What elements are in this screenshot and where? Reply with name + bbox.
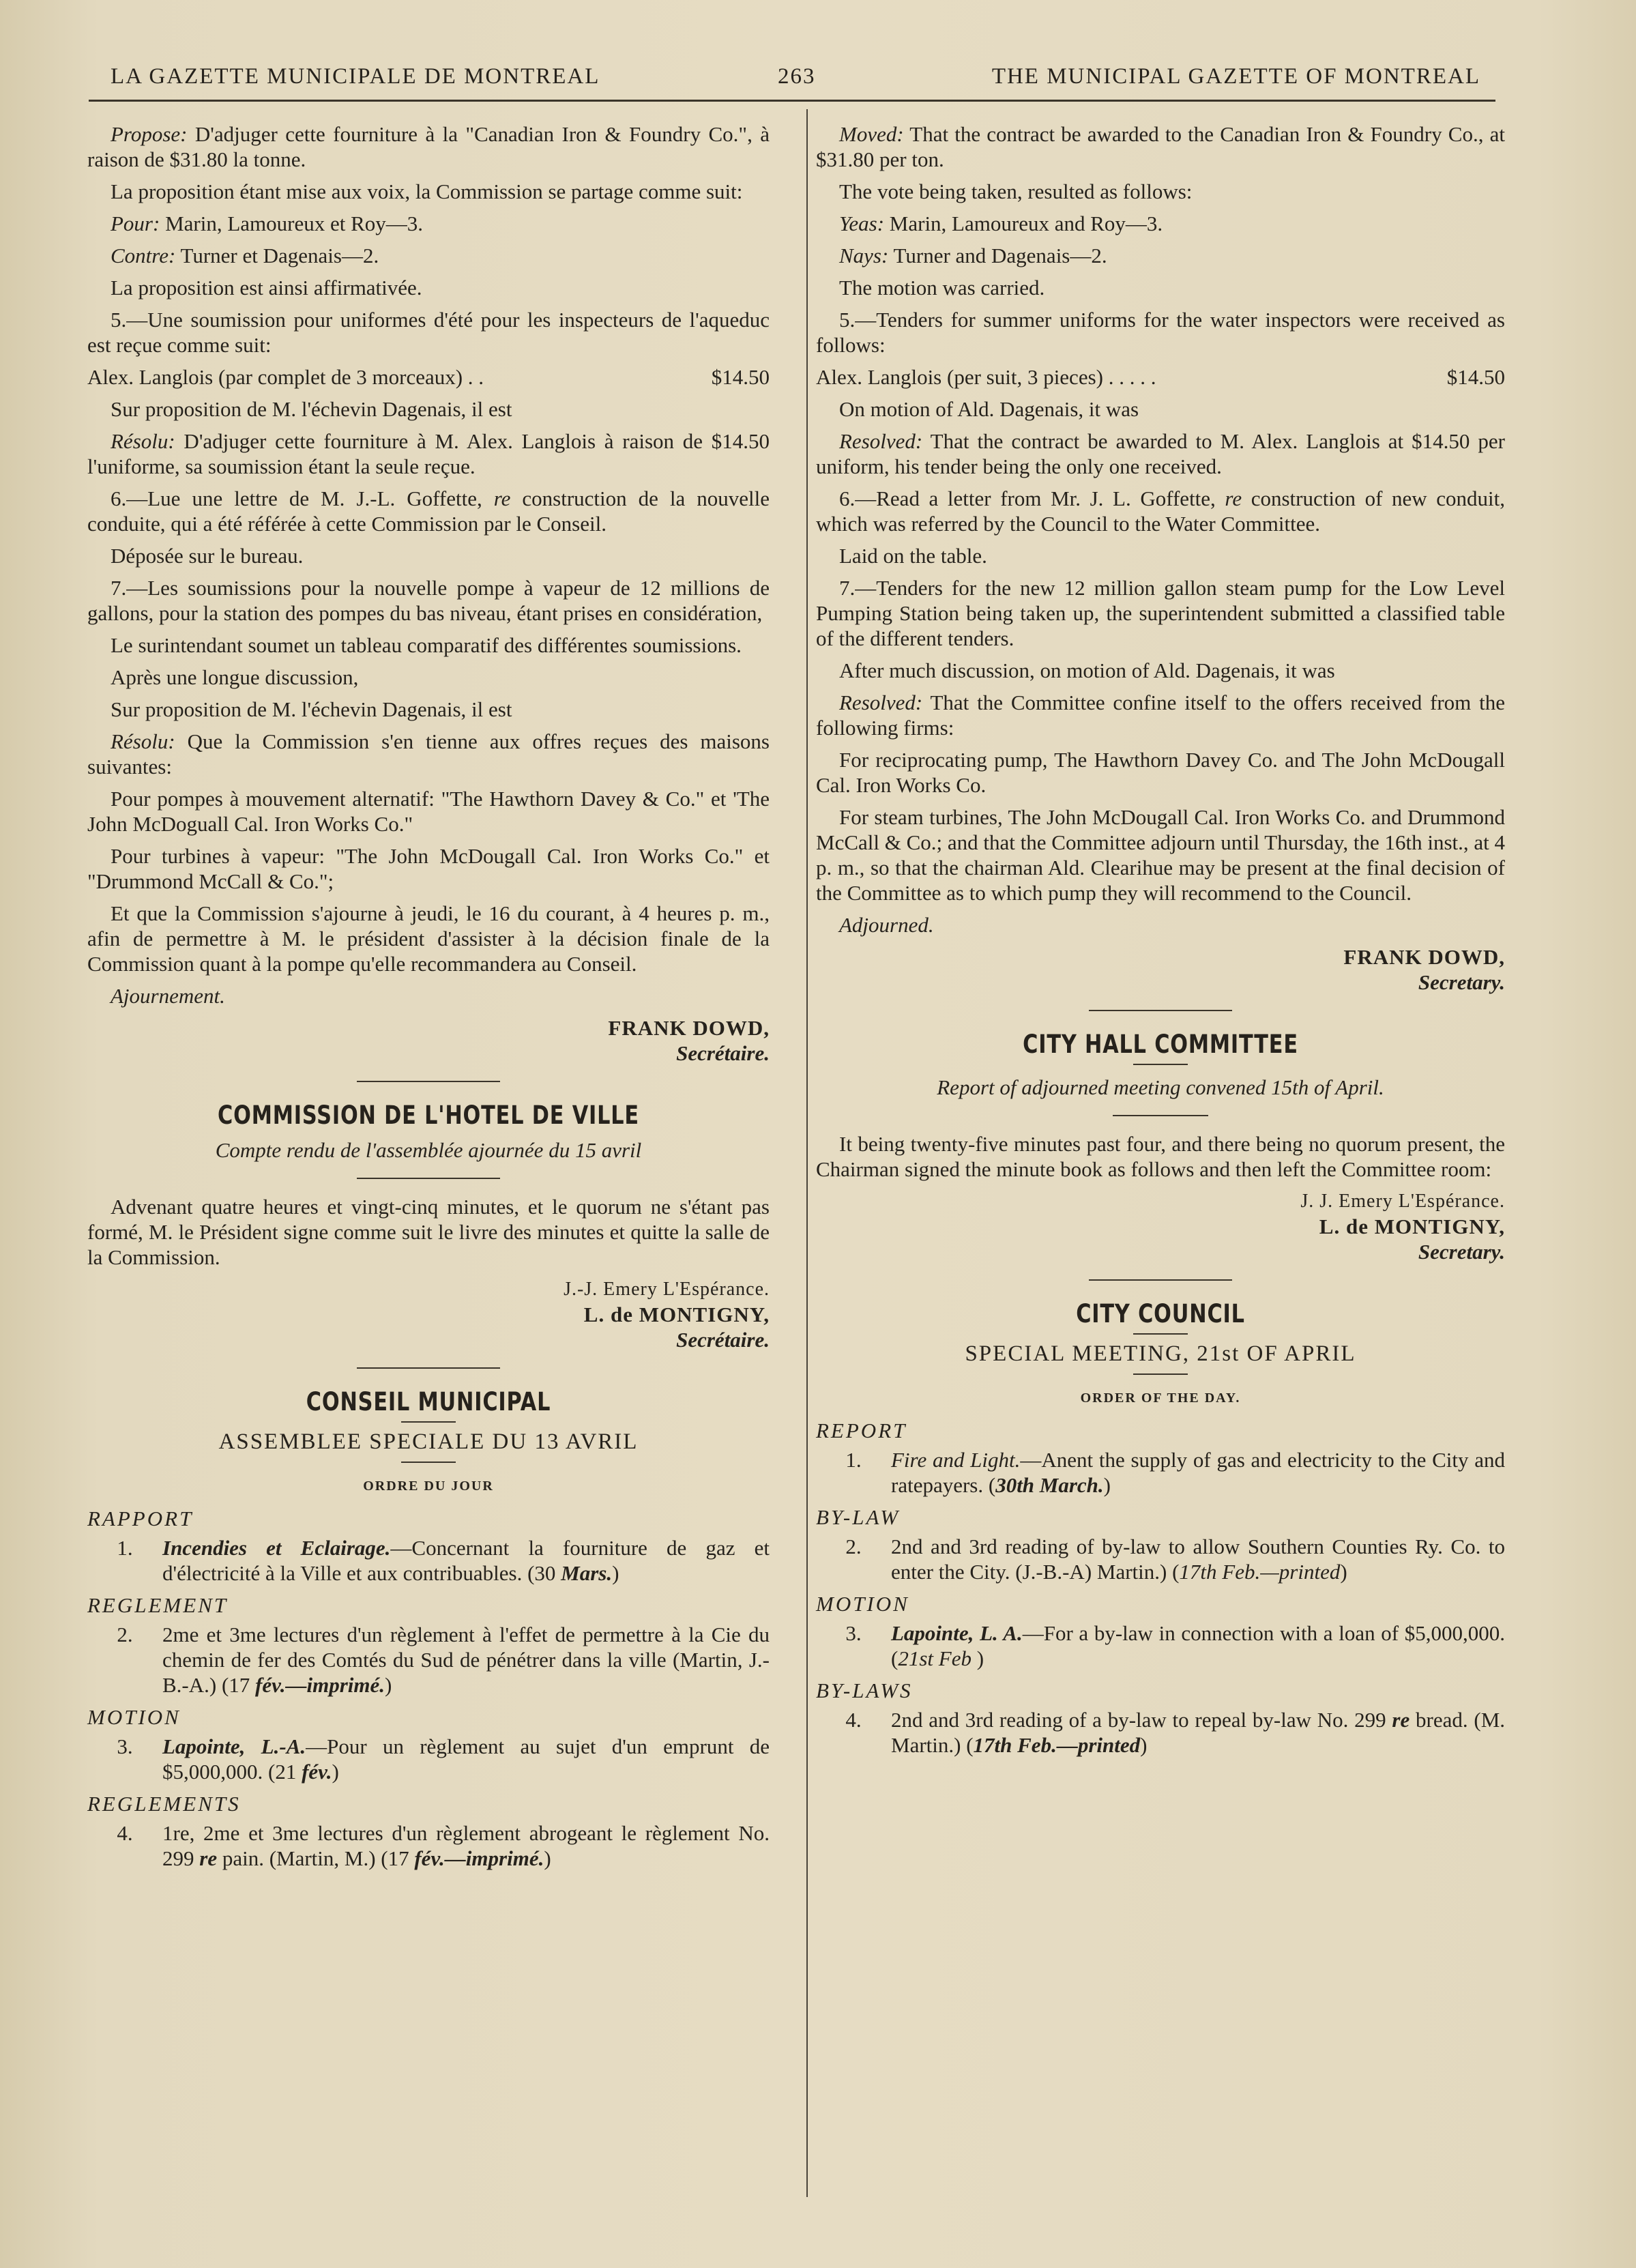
section-rule bbox=[1113, 1115, 1208, 1116]
agenda-text: Incendies et Eclairage.—Concernant la fourniture de gaz et d'électricité à la Ville et aux contribuables. (30 Mars.) bbox=[162, 1536, 770, 1585]
agenda-number: 1. bbox=[845, 1448, 862, 1472]
superintendent-paragraph: Le surintendant soumet un tableau comparatif des différentes soumissions. bbox=[111, 633, 742, 657]
moved-label: Moved: bbox=[839, 122, 904, 146]
item-6-re: re bbox=[493, 486, 511, 510]
agenda-number: 3. bbox=[117, 1734, 133, 1758]
section-rule bbox=[1089, 1010, 1232, 1011]
item-6-text: 6.—Lue une lettre de M. J.-L. Goffette, bbox=[111, 486, 494, 510]
tender-price: $14.50 bbox=[711, 365, 770, 389]
section-rule bbox=[1133, 1373, 1188, 1375]
vote-paragraph: La proposition étant mise aux voix, la Commission se partage comme suit: bbox=[111, 179, 743, 203]
section-rule bbox=[401, 1421, 456, 1423]
resolution-text: Que la Commission s'en tienne aux offres reçues des maisons suivantes: bbox=[87, 729, 770, 779]
agenda-text: 2nd and 3rd reading of a by-law to repeal by-law No. 299 re bread. (M. Martin.) (17th Feb.—printed) bbox=[891, 1708, 1506, 1757]
section-rule bbox=[357, 1081, 500, 1082]
agenda-item-4 bbox=[87, 1820, 770, 1871]
motion-paragraph: On motion of Ald. Dagenais, it was bbox=[839, 397, 1139, 421]
pour-line bbox=[87, 211, 770, 236]
vote-paragraph: The vote being taken, resulted as follows: bbox=[839, 179, 1193, 203]
tender-line bbox=[816, 364, 1505, 390]
item-6-text-end: construction de la nouvelle conduite, qui a été référée à cette Commission par le Conseil. bbox=[87, 486, 770, 536]
agenda-item-1 bbox=[87, 1535, 770, 1586]
discussion-paragraph: After much discussion, on motion of Ald. Dagenais, it was bbox=[839, 658, 1335, 682]
pumps-paragraph: Pour pompes à mouvement alternatif: "The Hawthorn Davey & Co." et 'The John McDoguall Cal. Iron Works Co." bbox=[87, 787, 770, 836]
agenda-item-2 bbox=[87, 1622, 770, 1698]
english-column bbox=[816, 121, 1505, 1764]
agenda-heading-bylaws: BY-LAWS bbox=[816, 1678, 913, 1702]
item-6-paragraph bbox=[87, 486, 770, 536]
french-column bbox=[87, 121, 770, 1878]
moved-paragraph bbox=[816, 121, 1505, 172]
agenda-number: 1. bbox=[117, 1536, 133, 1560]
resolution-2 bbox=[816, 690, 1505, 740]
signature-title: Secretary. bbox=[1418, 970, 1505, 994]
tabled-paragraph: Laid on the table. bbox=[839, 544, 987, 568]
item-5-paragraph: 5.—Une soumission pour uniformes d'été pour les inspecteurs de l'aqueduc est reçue comme suit: bbox=[87, 308, 770, 357]
agenda-text: 1re, 2me et 3me lectures d'un règlement abrogeant le règlement No. 299 re pain. (Martin, M.) (17 fév.—imprimé.) bbox=[162, 1821, 770, 1870]
resolution-1 bbox=[87, 428, 770, 479]
item-5-paragraph: 5.—Tenders for summer uniforms for the water inspectors were received as follows: bbox=[816, 308, 1505, 357]
signature-name: FRANK DOWD, bbox=[1343, 945, 1505, 969]
section-subtitle: Report of adjourned meeting convened 15th of April. bbox=[937, 1075, 1384, 1099]
contre-text: Turner et Dagenais—2. bbox=[175, 244, 379, 267]
tender-name: Alex. Langlois (par complet de 3 morceaux) . . bbox=[87, 365, 484, 389]
agenda-number: 4. bbox=[117, 1821, 133, 1845]
agenda-heading-motion: MOTION bbox=[816, 1592, 909, 1616]
quorum-paragraph: Advenant quatre heures et vingt-cinq minutes, et le quorum ne s'étant pas formé, M. le Président signe comme suit le livre des minutes et quitte la salle de la Commission. bbox=[87, 1195, 770, 1269]
agenda-number: 3. bbox=[845, 1621, 862, 1645]
meeting-subtitle: SPECIAL MEETING, 21st OF APRIL bbox=[965, 1341, 1356, 1366]
section-rule bbox=[357, 1178, 500, 1179]
order-of-day-heading: ORDER OF THE DAY. bbox=[1080, 1391, 1241, 1406]
column-divider bbox=[806, 109, 808, 2197]
agenda-text: 2me et 3me lectures d'un règlement à l'effet de permettre à la Cie du chemin de fer des Comtés du Sud de pénétrer dans la ville (Martin, J.-B.-A.) (17 fév.—imprimé.) bbox=[162, 1623, 770, 1697]
resolution-label: Résolu: bbox=[111, 729, 175, 753]
proposal-label: Propose: bbox=[111, 122, 188, 146]
signature-title: Secrétaire. bbox=[676, 1041, 770, 1065]
tender-price: $14.50 bbox=[1446, 365, 1505, 389]
section-rule bbox=[357, 1367, 500, 1369]
moved-text: That the contract be awarded to the Canadian Iron & Foundry Co., at $31.80 per ton. bbox=[816, 122, 1505, 171]
agenda-text: 2nd and 3rd reading of by-law to allow Southern Counties Ry. Co. to enter the City. (J.-B.-A) Martin.) (17th Feb.—printed) bbox=[891, 1535, 1505, 1584]
section-title-conseil-municipal: CONSEIL MUNICIPAL bbox=[306, 1387, 551, 1416]
agenda-heading-reglements: REGLEMENTS bbox=[87, 1792, 241, 1816]
proposal-paragraph bbox=[87, 121, 770, 172]
section-subtitle: Compte rendu de l'assemblée ajournée du 15 avril bbox=[215, 1138, 642, 1162]
carried-paragraph: The motion was carried. bbox=[839, 276, 1045, 300]
tender-name: Alex. Langlois (per suit, 3 pieces) . . . . . bbox=[816, 365, 1156, 389]
agenda-heading-report: REPORT bbox=[816, 1419, 907, 1442]
section-rule bbox=[401, 1462, 456, 1463]
section-rule bbox=[1133, 1064, 1188, 1065]
resolution-text: That the contract be awarded to M. Alex. Langlois at $14.50 per uniform, his tender being the only one received. bbox=[816, 429, 1505, 478]
agenda-number: 2. bbox=[117, 1623, 133, 1646]
motion-paragraph-2: Sur proposition de M. l'échevin Dagenais, il est bbox=[111, 697, 512, 721]
discussion-paragraph: Après une longue discussion, bbox=[111, 665, 359, 689]
pumps-paragraph: For reciprocating pump, The Hawthorn Davey Co. and The John McDougall Cal. Iron Works Co. bbox=[816, 748, 1505, 797]
adjourn-paragraph: Et que la Commission s'ajourne à jeudi, le 16 du courant, à 4 heures p. m., afin de permettre à M. le président d'assister à la décision finale de la Commission quant à la pompe qu'elle recommandera au Conseil. bbox=[87, 901, 770, 976]
signature-president: J.-J. Emery L'Espérance. bbox=[564, 1279, 770, 1300]
nays-line bbox=[816, 243, 1505, 268]
affirmed-paragraph: La proposition est ainsi affirmativée. bbox=[111, 276, 422, 300]
resolution-text: D'adjuger cette fourniture à M. Alex. Langlois à raison de $14.50 l'uniforme, sa soumission étant la seule reçue. bbox=[87, 429, 770, 478]
header-french-title: LA GAZETTE MUNICIPALE DE MONTREAL bbox=[111, 64, 600, 89]
signature-secretary-title: Secretary. bbox=[1418, 1240, 1505, 1264]
signature-name: FRANK DOWD, bbox=[608, 1016, 770, 1040]
item-6-text: 6.—Read a letter from Mr. J. L. Goffette, bbox=[839, 486, 1225, 510]
resolution-label: Resolved: bbox=[839, 429, 923, 453]
section-title-city-council: CITY COUNCIL bbox=[1076, 1299, 1245, 1328]
resolution-2 bbox=[87, 729, 770, 779]
item-6-paragraph bbox=[816, 486, 1505, 536]
agenda-text: Lapointe, L. A.—For a by-law in connection with a loan of $5,000,000. (21st Feb ) bbox=[891, 1621, 1505, 1670]
contre-label: Contre: bbox=[111, 244, 176, 267]
agenda-number: 2. bbox=[845, 1535, 862, 1558]
item-7-paragraph: 7.—Tenders for the new 12 million gallon steam pump for the Low Level Pumping Station being taken up, the superintendent submitted a classified table of the different tenders. bbox=[816, 576, 1505, 650]
pour-text: Marin, Lamoureux et Roy—3. bbox=[160, 212, 424, 235]
signature-chairman: J. J. Emery L'Espérance. bbox=[1300, 1191, 1505, 1212]
agenda-item-4 bbox=[816, 1707, 1505, 1758]
agenda-heading-reglement: REGLEMENT bbox=[87, 1593, 229, 1617]
turbines-paragraph: Pour turbines à vapeur: "The John McDougall Cal. Iron Works Co." et "Drummond McCall & Co."; bbox=[87, 844, 770, 893]
tender-line bbox=[87, 364, 770, 390]
item-6-re: re bbox=[1225, 486, 1242, 510]
yeas-text: Marin, Lamoureux and Roy—3. bbox=[884, 212, 1163, 235]
resolution-text: That the Committee confine itself to the offers received from the following firms: bbox=[816, 690, 1505, 740]
resolution-1 bbox=[816, 428, 1505, 479]
agenda-item-3 bbox=[87, 1734, 770, 1784]
section-rule bbox=[1133, 1333, 1188, 1335]
resolution-label: Résolu: bbox=[111, 429, 175, 453]
page-header bbox=[89, 60, 1494, 98]
header-english-title: THE MUNICIPAL GAZETTE OF MONTREAL bbox=[991, 64, 1480, 89]
resolution-label: Resolved: bbox=[839, 690, 923, 714]
agenda-item-3 bbox=[816, 1620, 1505, 1671]
nays-text: Turner and Dagenais—2. bbox=[888, 244, 1107, 267]
agenda-heading-rapport: RAPPORT bbox=[87, 1507, 194, 1530]
proposal-text: D'adjuger cette fourniture à la "Canadian Iron & Foundry Co.", à raison de $31.80 la tonne. bbox=[87, 122, 770, 171]
adjournment-note: Ajournement. bbox=[111, 984, 225, 1008]
agenda-text: Fire and Light.—Anent the supply of gas and electricity to the City and ratepayers. (30th March.) bbox=[891, 1448, 1505, 1497]
contre-line bbox=[87, 243, 770, 268]
agenda-item-2 bbox=[816, 1534, 1505, 1584]
meeting-subtitle: ASSEMBLEE SPECIALE DU 13 AVRIL bbox=[218, 1429, 639, 1454]
agenda-text: Lapointe, L.-A.—Pour un règlement au sujet d'un emprunt de $5,000,000. (21 fév.) bbox=[162, 1734, 770, 1784]
section-rule bbox=[1089, 1279, 1232, 1281]
agenda-heading-bylaw: BY-LAW bbox=[816, 1505, 901, 1529]
section-title-city-hall-committee: CITY HALL COMMITTEE bbox=[1023, 1030, 1298, 1059]
turbines-paragraph: For steam turbines, The John McDougall Cal. Iron Works Co. and Drummond McCall & Co.; and that the Committee adjourn until Thursday, the 16th inst., at 4 p. m., so that the chairman Ald. Clearihue may be present at the final decision of the Committee as to which pump they will recommend to the Council. bbox=[816, 805, 1505, 905]
item-6-text-end: construction of new conduit, which was referred by the Council to the Water Committee. bbox=[816, 486, 1505, 536]
agenda-heading-motion: MOTION bbox=[87, 1705, 181, 1729]
item-7-paragraph: 7.—Les soumissions pour la nouvelle pompe à vapeur de 12 millions de gallons, pour la station des pompes du bas niveau, étant prises en considération, bbox=[87, 576, 770, 625]
page-number: 263 bbox=[778, 64, 816, 89]
agenda-item-1 bbox=[816, 1447, 1505, 1498]
tabled-paragraph: Déposée sur le bureau. bbox=[111, 544, 304, 568]
agenda-number: 4. bbox=[845, 1708, 862, 1732]
signature-secretary-name: L. de MONTIGNY, bbox=[1319, 1215, 1505, 1238]
section-title-hotel-de-ville: COMMISSION DE L'HOTEL DE VILLE bbox=[218, 1101, 639, 1130]
yeas-label: Yeas: bbox=[839, 212, 885, 235]
nays-label: Nays: bbox=[839, 244, 889, 267]
signature-secretary-name: L. de MONTIGNY, bbox=[583, 1303, 770, 1326]
yeas-line bbox=[816, 211, 1505, 236]
header-rule bbox=[89, 100, 1495, 102]
quorum-paragraph: It being twenty-five minutes past four, and there being no quorum present, the Chairman signed the minute book as follows and then left the Committee room: bbox=[816, 1132, 1505, 1181]
adjournment-note: Adjourned. bbox=[839, 913, 934, 937]
motion-paragraph: Sur proposition de M. l'échevin Dagenais, il est bbox=[111, 397, 512, 421]
signature-secretary-title: Secrétaire. bbox=[676, 1328, 770, 1352]
order-of-day-heading: ORDRE DU JOUR bbox=[363, 1479, 494, 1494]
pour-label: Pour: bbox=[111, 212, 160, 235]
